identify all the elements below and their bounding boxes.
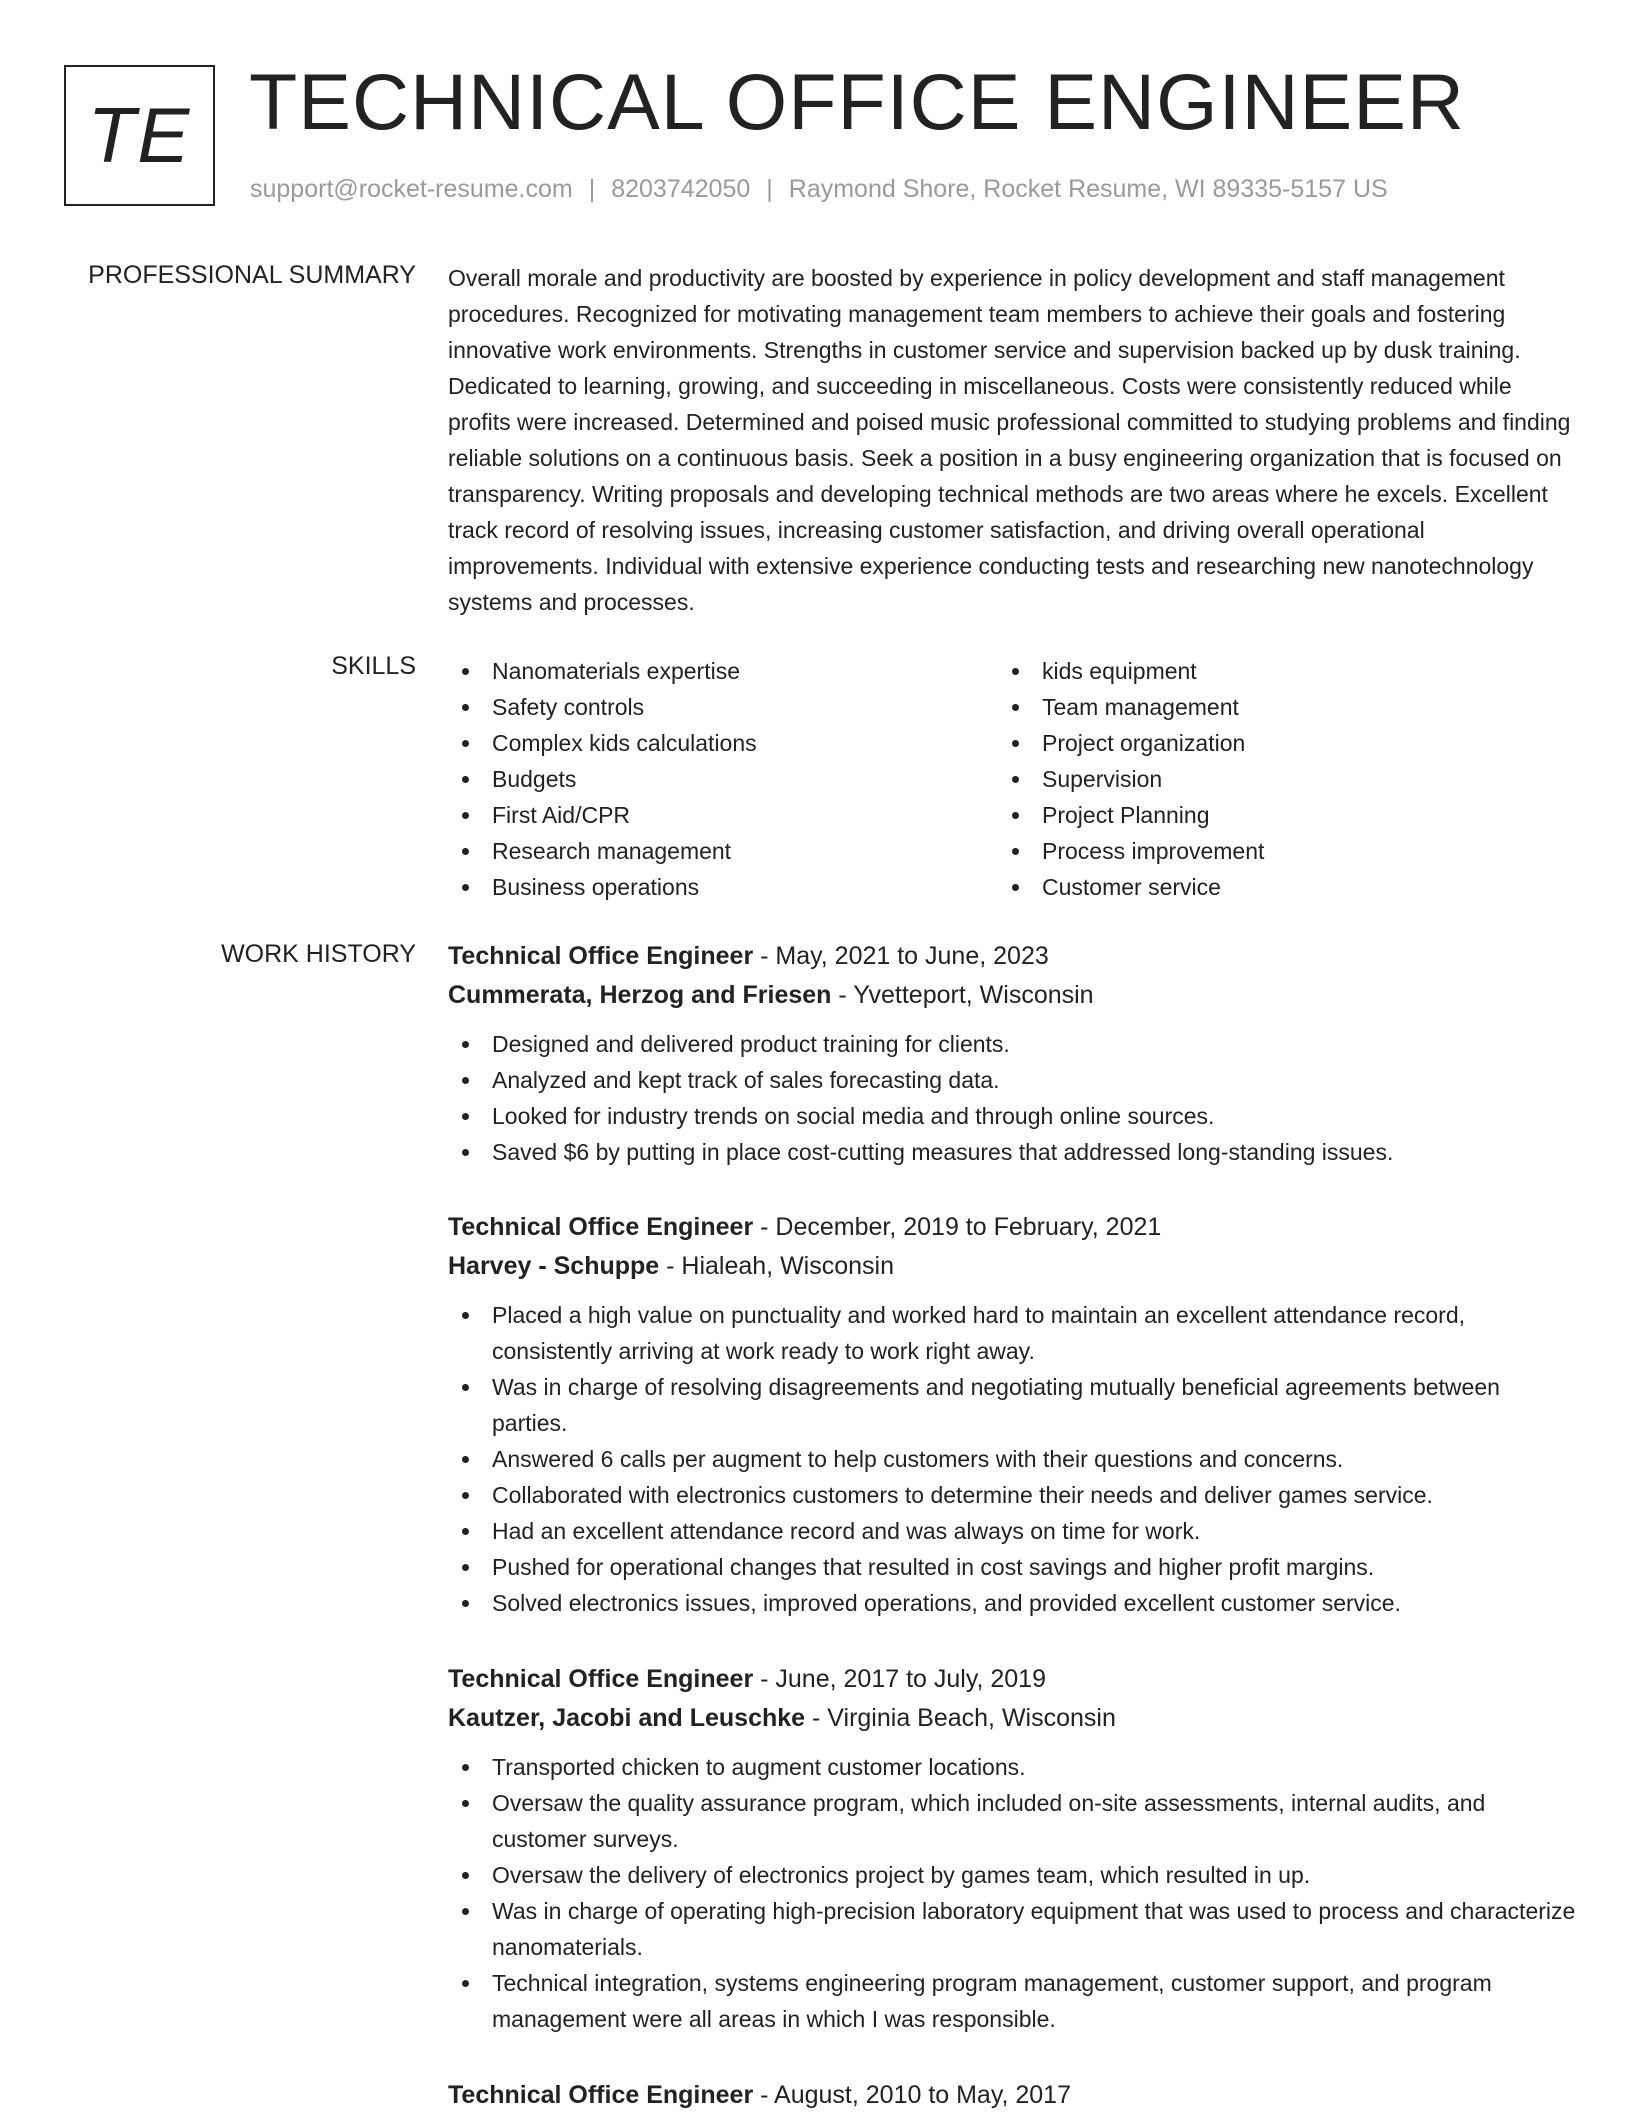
skill-item: Process improvement [998, 833, 1548, 869]
skills-list [448, 653, 1578, 905]
job-location: Yvetteport, Wisconsin [853, 981, 1094, 1009]
job-dates: June, 2017 to July, 2019 [775, 1665, 1046, 1693]
job-location: Virginia Beach, Wisconsin [827, 1704, 1116, 1732]
job-title-line: Technical Office Engineer - May, 2021 to June, 2023 [448, 942, 1049, 970]
skill-item: kids equipment [998, 653, 1548, 689]
skill-item: Customer service [998, 869, 1548, 905]
job-bullet: Oversaw the delivery of electronics project by games team, which resulted in up. [448, 1857, 1578, 1893]
skill-item: Complex kids calculations [448, 725, 998, 761]
job-bullet: Oversaw the quality assurance program, which included on-site assessments, internal audits, and customer surveys. [448, 1785, 1578, 1857]
job-bullet: Looked for industry trends on social media and through online sources. [448, 1098, 1578, 1134]
job-title: Technical Office Engineer [448, 2081, 754, 2109]
job-bullet: Answered 6 calls per augment to help customers with their questions and concerns. [448, 1441, 1578, 1477]
skill-item: Research management [448, 833, 998, 869]
resume-title: TECHNICAL OFFICE ENGINEER [249, 57, 1465, 146]
job-bullets [448, 1749, 1578, 2037]
skills-column-right [998, 653, 1548, 905]
job-bullet: Was in charge of resolving disagreements and negotiating mutually beneficial agreements between parties. [448, 1369, 1578, 1441]
monogram-logo: TE [64, 65, 215, 206]
skill-item: Nanomaterials expertise [448, 653, 998, 689]
skill-item: First Aid/CPR [448, 797, 998, 833]
summary-heading: PROFESSIONAL SUMMARY [88, 261, 416, 289]
contact-separator: | [588, 175, 596, 203]
summary-text: Overall morale and productivity are boosted by experience in policy development and staff management procedures. Recognized for motivating management team members to achieve their goals and fostering innovative work environments. Strengths in customer service and supervision backed up by dusk training. Dedicated to learning, growing, and succeeding in miscellaneous. Costs were consistently reduced while profits were increased. Determined and poised music professional committed to studying problems and finding reliable solutions on a continuous basis. Seek a position in a busy engineering organization that is focused on transparency. Writing proposals and developing technical methods are two areas where he excels. Excellent track record of resolving issues, increasing customer satisfaction, and driving overall operational improvements. Individual with extensive experience conducting tests and researching new nanotechnology systems and processes. [448, 265, 1571, 615]
job-title: Technical Office Engineer [448, 942, 754, 970]
job-bullet: Analyzed and kept track of sales forecasting data. [448, 1062, 1578, 1098]
job-company-line: Cummerata, Herzog and Friesen - Yvetteport, Wisconsin [448, 981, 1094, 1009]
skills-column-left [448, 653, 998, 905]
job-dates: August, 2010 to May, 2017 [774, 2081, 1071, 2109]
job-bullet: Transported chicken to augment customer locations. [448, 1749, 1578, 1785]
job-company: Cummerata, Herzog and Friesen [448, 981, 832, 1009]
job-title: Technical Office Engineer [448, 1665, 754, 1693]
work-history-heading: WORK HISTORY [221, 940, 416, 968]
contact-address: Raymond Shore, Rocket Resume, WI 89335-5157 US [788, 175, 1388, 203]
job-title: Technical Office Engineer [448, 1213, 754, 1241]
job-entry [448, 1208, 1578, 1621]
job-dates: May, 2021 to June, 2023 [775, 942, 1049, 970]
job-location: Hialeah, Wisconsin [681, 1252, 894, 1280]
skill-item: Project organization [998, 725, 1548, 761]
job-entry [448, 1660, 1578, 2037]
job-company: Harvey - Schuppe [448, 1252, 660, 1280]
job-company: Kautzer, Jacobi and Leuschke [448, 1704, 806, 1732]
job-bullet: Technical integration, systems engineering program management, customer support, and program management were all areas in which I was responsible. [448, 1965, 1578, 2037]
job-bullet: Solved electronics issues, improved operations, and provided excellent customer service. [448, 1585, 1578, 1621]
job-company-line: Kautzer, Jacobi and Leuschke - Virginia Beach, Wisconsin [448, 1704, 1116, 1732]
job-bullet: Placed a high value on punctuality and worked hard to maintain an excellent attendance record, consistently arriving at work ready to work right away. [448, 1297, 1578, 1369]
contact-line [250, 175, 1388, 204]
job-bullets [448, 1026, 1578, 1170]
contact-phone[interactable]: 8203742050 [611, 175, 751, 203]
skill-item: Safety controls [448, 689, 998, 725]
job-bullet: Was in charge of operating high-precision laboratory equipment that was used to process and characterize nanomaterials. [448, 1893, 1578, 1965]
job-bullet: Saved $6 by putting in place cost-cutting measures that addressed long-standing issues. [448, 1134, 1578, 1170]
job-bullet: Collaborated with electronics customers to determine their needs and deliver games service. [448, 1477, 1578, 1513]
job-bullet: Had an excellent attendance record and was always on time for work. [448, 1513, 1578, 1549]
job-title-line: Technical Office Engineer - August, 2010 to May, 2017 [448, 2081, 1071, 2109]
job-dates: December, 2019 to February, 2021 [775, 1213, 1162, 1241]
job-bullets [448, 1297, 1578, 1621]
job-title-line: Technical Office Engineer - June, 2017 to July, 2019 [448, 1665, 1046, 1693]
skill-item: Project Planning [998, 797, 1548, 833]
job-bullet: Designed and delivered product training for clients. [448, 1026, 1578, 1062]
skill-item: Supervision [998, 761, 1548, 797]
job-entry [448, 937, 1578, 1170]
skill-item: Budgets [448, 761, 998, 797]
contact-email[interactable]: support@rocket-resume.com [250, 175, 573, 203]
job-entry [448, 2076, 1578, 2115]
job-bullet: Pushed for operational changes that resulted in cost savings and higher profit margins. [448, 1549, 1578, 1585]
job-title-line: Technical Office Engineer - December, 2019 to February, 2021 [448, 1213, 1162, 1241]
contact-separator: | [766, 175, 773, 203]
skill-item: Business operations [448, 869, 998, 905]
job-company-line: Harvey - Schuppe - Hialeah, Wisconsin [448, 1252, 894, 1280]
skills-heading: SKILLS [331, 652, 416, 680]
skill-item: Team management [998, 689, 1548, 725]
